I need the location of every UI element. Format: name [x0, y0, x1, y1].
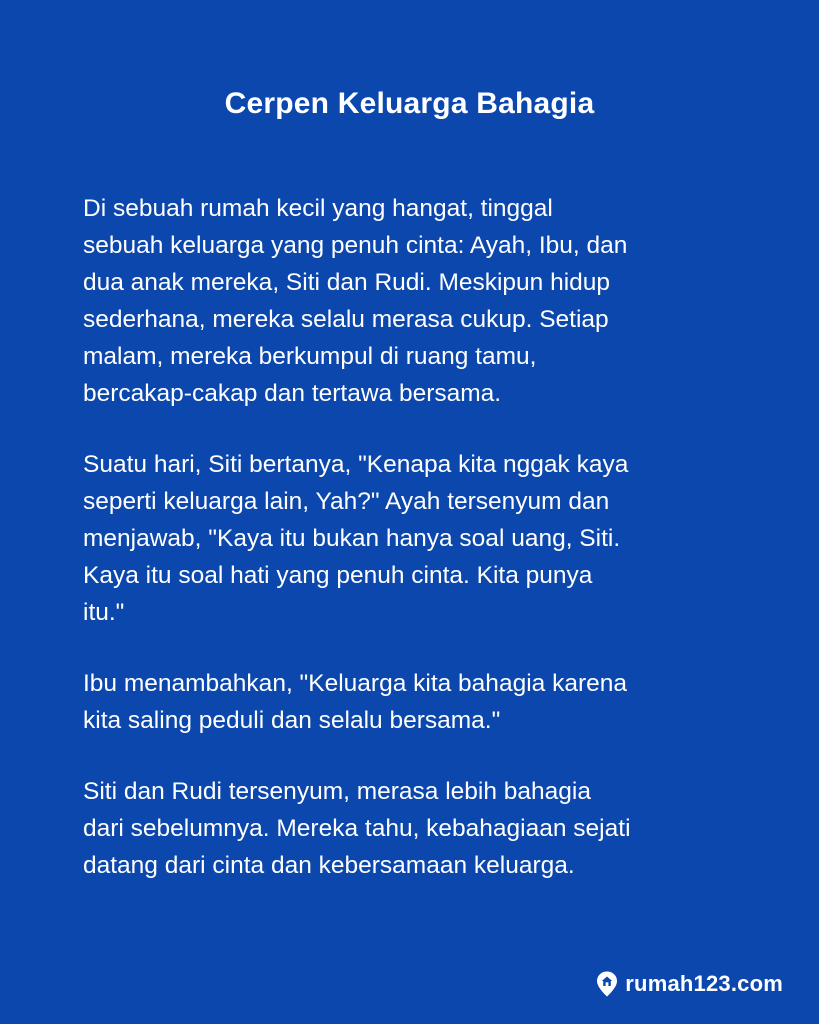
page-title: Cerpen Keluarga Bahagia — [224, 87, 595, 120]
brand-name: rumah123.com — [625, 971, 783, 996]
story-paragraph: Di sebuah rumah kecil yang hangat, tinggal sebuah keluarga yang penuh cinta: Ayah, Ibu, dan dua anak mereka, Siti dan Rudi. Meskipun hidup sederhana, mereka selalu merasa cukup. Setiap malam, mereka berkumpul di ruang tamu, bercakap-cakap dan tertawa bersama. — [83, 195, 628, 407]
story-paragraph: Ibu menambahkan, "Keluarga kita bahagia karena kita saling peduli dan selalu bersama." — [83, 670, 627, 734]
story-paragraph: Siti dan Rudi tersenyum, merasa lebih bahagia dari sebelumnya. Mereka tahu, kebahagiaan sejati datang dari cinta dan kebersamaan keluarga. — [83, 778, 631, 879]
story-paragraph: Suatu hari, Siti bertanya, "Kenapa kita nggak kaya seperti keluarga lain, Yah?" Ayah tersenyum dan menjawab, "Kaya itu bukan hanya soal uang, Siti. Kaya itu soal hati yang penuh cinta. Kita punya itu." — [83, 451, 629, 626]
location-pin-icon — [595, 970, 619, 998]
brand-logo — [595, 970, 783, 998]
story-body — [83, 190, 743, 918]
